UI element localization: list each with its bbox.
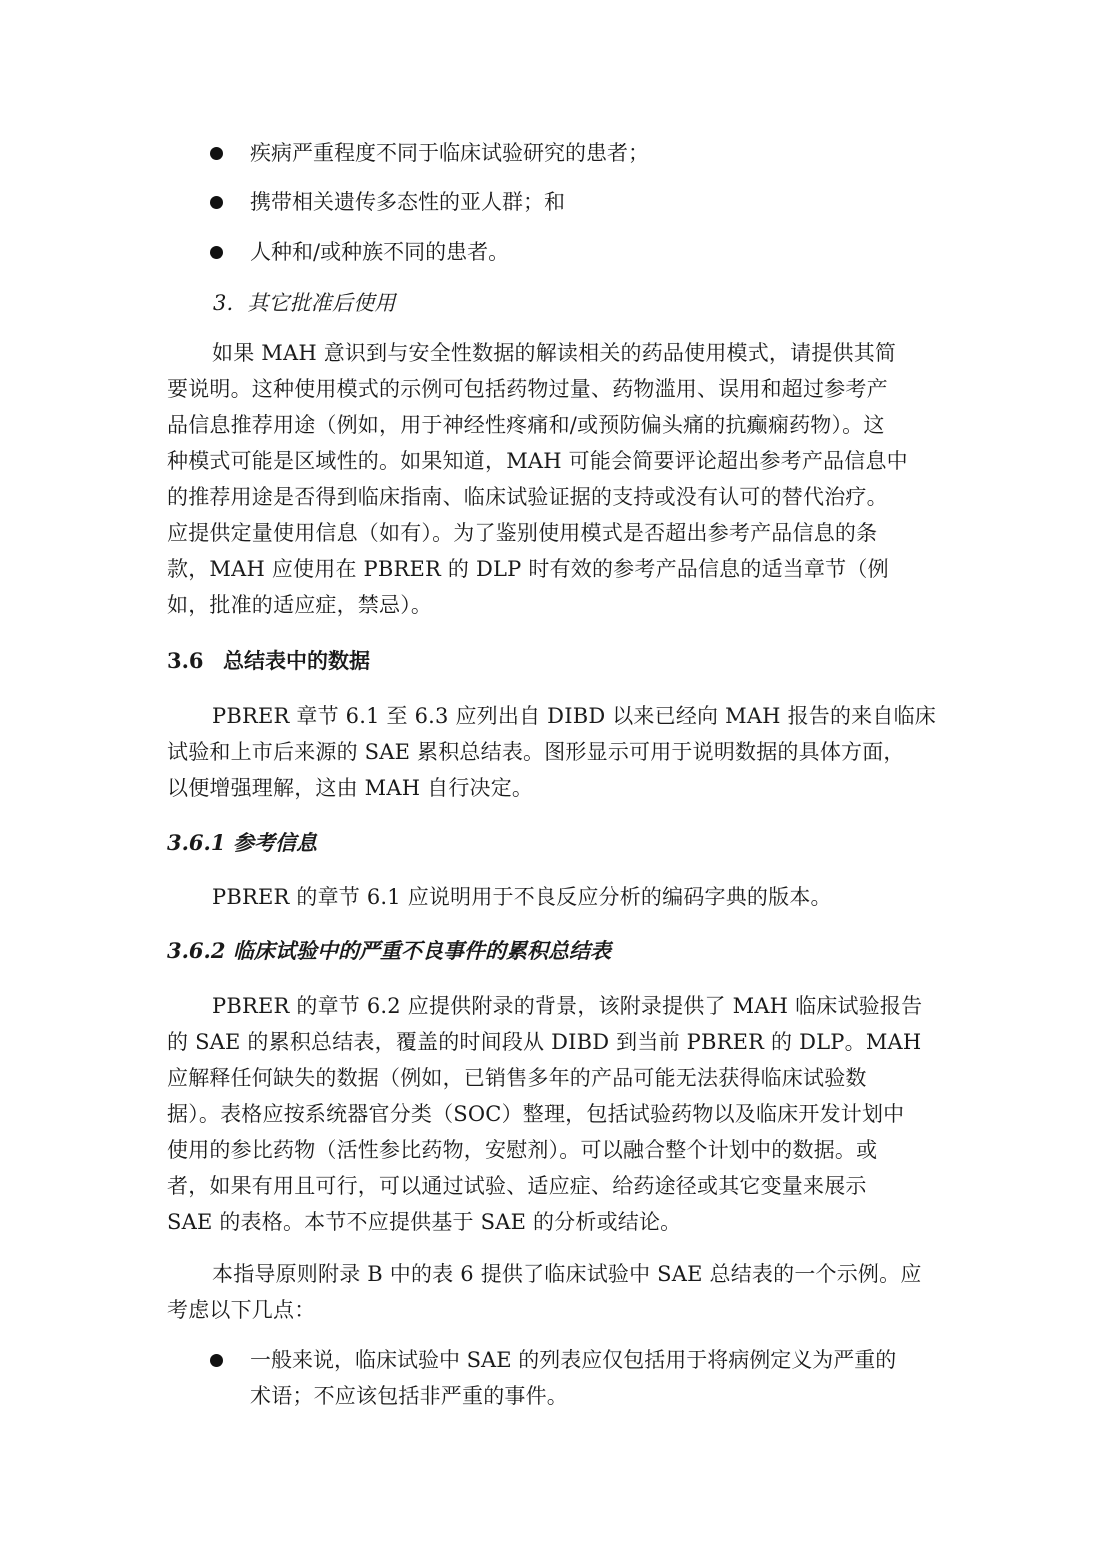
paragraph-line: 如果 MAH 意识到与安全性数据的解读相关的药品使用模式，请提供其简 bbox=[212, 341, 897, 365]
paragraph-line: 的推荐用途是否得到临床指南、临床试验证据的支持或没有认可的替代治疗。 bbox=[167, 485, 888, 509]
paragraph-line: 者，如果有用且可行，可以通过试验、适应症、给药途径或其它变量来展示 bbox=[167, 1174, 867, 1198]
bullet-icon bbox=[210, 147, 223, 160]
list-item-continuation: 术语；不应该包括非严重的事件。 bbox=[250, 1384, 568, 1408]
paragraph-line: 品信息推荐用途（例如，用于神经性疼痛和/或预防偏头痛的抗癫痫药物）。这 bbox=[167, 413, 885, 437]
paragraph-line: 以便增强理解，这由 MAH 自行决定。 bbox=[167, 776, 534, 800]
paragraph-line: 使用的参比药物（活性参比药物，安慰剂）。可以融合整个计划中的数据。或 bbox=[167, 1138, 878, 1162]
document-page: 疾病严重程度不同于临床试验研究的患者； 携带相关遗传多态性的亚人群；和 人种和/或种族不同的患者。 3. 其它批准后使用 如果 MAH 意识到与安全性数据的解读相关的药品使用模式，请提供其简 要说明。这种使用模式的示例可包括药物过量、药物滥用、误用和超过参考产 品信息推荐用途（例如，用于神经性疼痛和/或预防偏头痛的抗癫痫药物）。这 种模式可能是区域性的。如果知道，MAH 可能会简要评论超出参考产品信息中 的推荐用途是否得到临床指南、临床试验证据的支持或没有认可的替代治疗。 应提供定量使用信息（如有）。为了鉴别使用模式是否超出参考产品信息的条 款，MAH 应使用在 PBRER 的 DLP 时有效的参考产品信息的适当章节（例 如，批准的适应症，禁忌）。 3.6 总结表中的数据 PBRER 章节 6.1 至 6.3 应列出自 DIBD 以来已经向 MAH 报告的来自临床 试验和上市后来源的 SAE 累积总结表。图形显示可用于说明数据的具体方面， 以便增强理解，这由 MAH 自行决定。 3.6.1 参考信息 PBRER 的章节 6.1 应说明用于不良反应分析的编码字典的版本。 3.6.2 临床试验中的严重不良事件的累积总结表 PBRER 的章节 6.2 应提供附录的背景，该附录提供了 MAH 临床试验报告 的 SAE 的累积总结表，覆盖的时间段从 DIBD 到当前 PBRER 的 DLP。MAH 应解释任何缺失的数据（例如，已销售多年的产品可能无法获得临床试验数 据）。表格应按系统器官分类（SOC）整理，包括试验药物以及临床开发计划中 使用的参比药物（活性参比药物，安慰剂）。可以融合整个计划中的数据。或 者，如果有用且可行，可以通过试验、适应症、给药途径或其它变量来展示 SAE 的表格。本节不应提供基于 SAE 的分析或结论。 本指导原则附录 B 中的表 6 提供了临床试验中 SAE 总结表的一个示例。应 考虑以下几点： 一般来说，临床试验中 SAE 的列表应仅包括用于将病例定义为严重的 术语；不应该包括非严重的事件。 bbox=[0, 0, 1100, 1557]
subsection-heading: 3.6.1 参考信息 bbox=[167, 830, 317, 855]
paragraph-line: PBRER 的章节 6.1 应说明用于不良反应分析的编码字典的版本。 bbox=[212, 885, 832, 909]
paragraph-line: 的 SAE 的累积总结表，覆盖的时间段从 DIBD 到当前 PBRER 的 DLP。MAH bbox=[167, 1030, 922, 1054]
paragraph-line: SAE 的表格。本节不应提供基于 SAE 的分析或结论。 bbox=[167, 1210, 682, 1234]
paragraph-line: 如，批准的适应症，禁忌）。 bbox=[167, 593, 433, 617]
paragraph-line: 试验和上市后来源的 SAE 累积总结表。图形显示可用于说明数据的具体方面， bbox=[167, 740, 905, 764]
paragraph-line: 应提供定量使用信息（如有）。为了鉴别使用模式是否超出参考产品信息的条 bbox=[167, 521, 878, 545]
subsection-heading: 3.6.2 临床试验中的严重不良事件的累积总结表 bbox=[167, 938, 611, 963]
paragraph-line: 考虑以下几点： bbox=[167, 1298, 316, 1322]
bullet-icon bbox=[210, 196, 223, 209]
bullet-icon bbox=[210, 246, 223, 259]
paragraph-line: PBRER 章节 6.1 至 6.3 应列出自 DIBD 以来已经向 MAH 报告的来自临床 bbox=[212, 704, 936, 728]
paragraph-line: 本指导原则附录 B 中的表 6 提供了临床试验中 SAE 总结表的一个示例。应 bbox=[212, 1262, 922, 1286]
paragraph-line: 要说明。这种使用模式的示例可包括药物过量、药物滥用、误用和超过参考产 bbox=[167, 377, 888, 401]
bullet-icon bbox=[210, 1354, 223, 1367]
paragraph-line: PBRER 的章节 6.2 应提供附录的背景，该附录提供了 MAH 临床试验报告 bbox=[212, 994, 923, 1018]
paragraph-line: 应解释任何缺失的数据（例如，已销售多年的产品可能无法获得临床试验数 bbox=[167, 1066, 867, 1090]
subsection-heading: 3. 其它批准后使用 bbox=[213, 291, 396, 315]
paragraph-line: 据）。表格应按系统器官分类（SOC）整理，包括试验药物以及临床开发计划中 bbox=[167, 1102, 905, 1126]
paragraph-line: 款，MAH 应使用在 PBRER 的 DLP 时有效的参考产品信息的适当章节（例 bbox=[167, 557, 889, 581]
section-heading: 3.6 总结表中的数据 bbox=[167, 648, 370, 673]
paragraph-line: 种模式可能是区域性的。如果知道，MAH 可能会简要评论超出参考产品信息中 bbox=[167, 449, 908, 473]
